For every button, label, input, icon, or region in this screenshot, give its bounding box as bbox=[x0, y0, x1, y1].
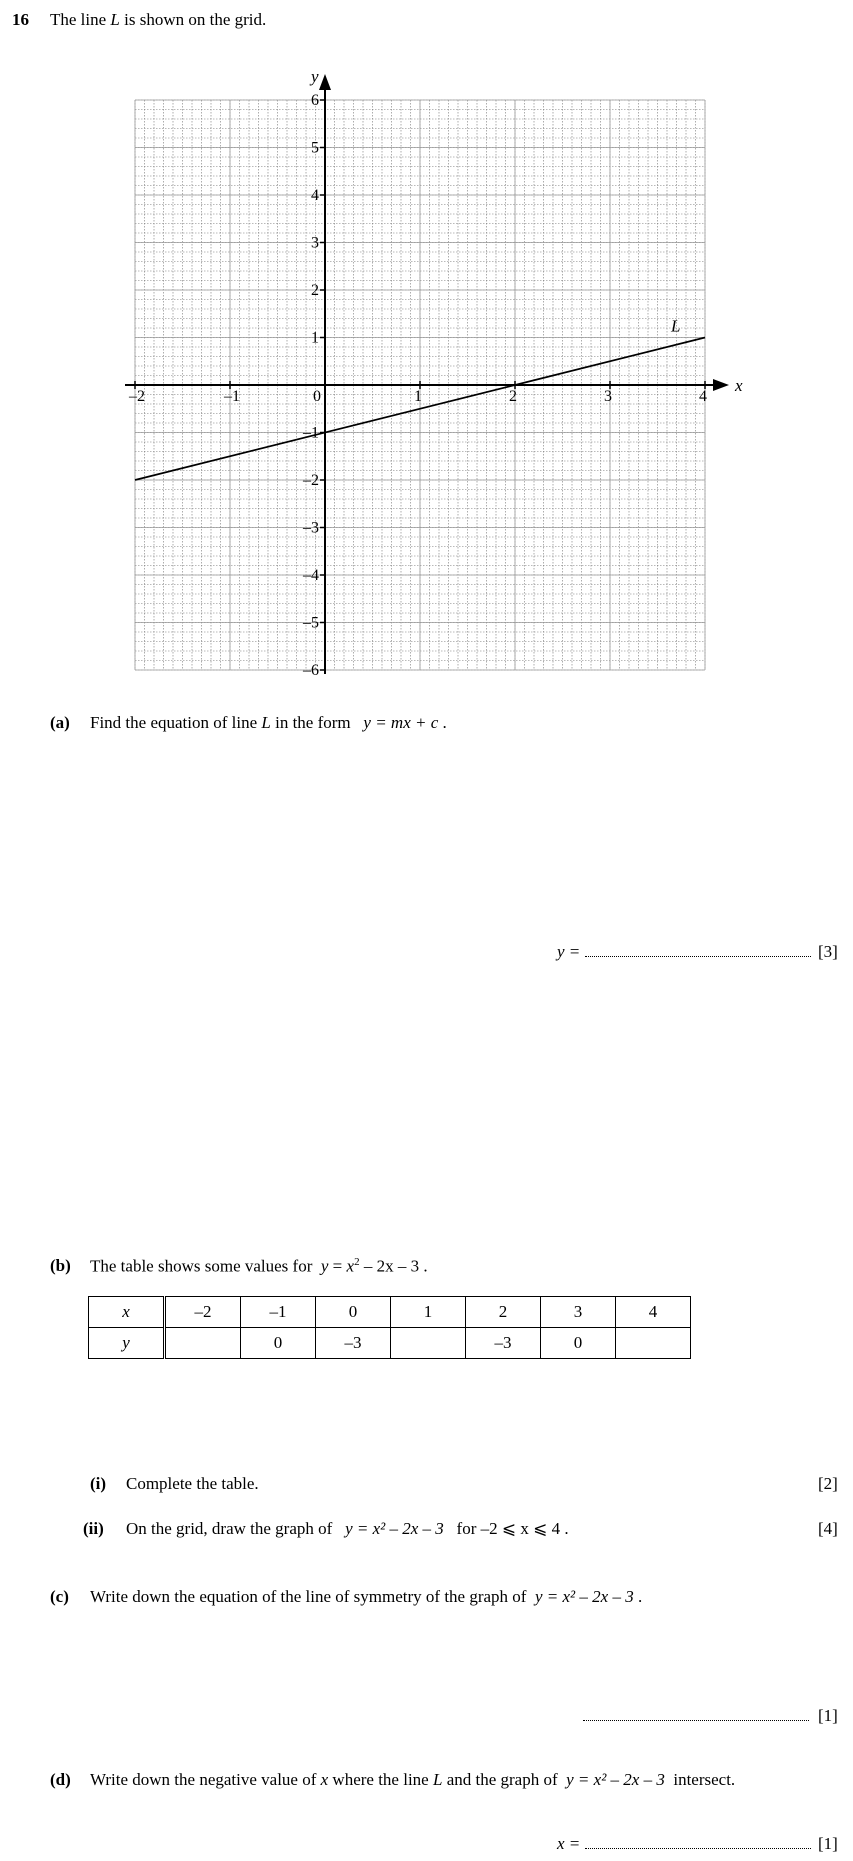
table-cell-x: 1 bbox=[391, 1297, 466, 1328]
part-b-formula-x: x bbox=[346, 1256, 355, 1276]
y-tick-label: –4 bbox=[303, 567, 319, 584]
part-d-answer-prefix: x = bbox=[557, 1834, 581, 1853]
y-axis-arrow bbox=[319, 74, 331, 90]
table-cell-x: 4 bbox=[616, 1297, 691, 1328]
part-d-var: x bbox=[320, 1770, 329, 1789]
part-d-marks: [1] bbox=[818, 1834, 838, 1853]
x-tick-label: –1 bbox=[224, 388, 240, 405]
x-tick-label: 4 bbox=[699, 388, 707, 405]
part-a-answer-prefix: y = bbox=[557, 942, 581, 961]
part-a-question bbox=[90, 713, 447, 733]
part-b-ii-text bbox=[126, 1519, 569, 1539]
part-a-formula: y = mx + c bbox=[363, 713, 439, 732]
y-tick-label: –3 bbox=[303, 519, 319, 537]
part-b-label: (b) bbox=[50, 1256, 71, 1275]
part-c-text: Write down the equation of the line of symmetry of the graph of bbox=[90, 1587, 531, 1606]
intro-text: The line bbox=[50, 10, 111, 29]
question-intro bbox=[50, 10, 266, 30]
y-tick-label: 6 bbox=[311, 92, 319, 109]
table-cell-y-empty[interactable] bbox=[616, 1328, 691, 1359]
part-b-formula-rest: – 2x – 3 bbox=[359, 1256, 420, 1276]
part-c-formula: y = x² – 2x – 3 bbox=[534, 1587, 634, 1606]
part-b-text-end: . bbox=[419, 1256, 428, 1276]
part-c-label: (c) bbox=[50, 1587, 69, 1606]
part-d-label: (d) bbox=[50, 1770, 71, 1789]
part-b-i-label: (i) bbox=[90, 1474, 107, 1493]
part-b-formula-y: y bbox=[320, 1256, 329, 1276]
table-cell-x: 0 bbox=[316, 1297, 391, 1328]
part-d-question bbox=[90, 1770, 735, 1790]
y-tick-label: 2 bbox=[311, 282, 319, 299]
part-b-ii-range: for –2 ⩽ x ⩽ 4 . bbox=[456, 1519, 569, 1538]
x-tick-label: 3 bbox=[604, 388, 612, 405]
part-d-text-end: intersect. bbox=[673, 1770, 736, 1789]
y-tick-label: –1 bbox=[303, 424, 319, 442]
part-b-i-text: Complete the table. bbox=[126, 1474, 259, 1493]
intro-text-end: is shown on the grid. bbox=[119, 10, 267, 29]
x-tick-label: –2 bbox=[129, 388, 145, 405]
part-c-text-end: . bbox=[633, 1587, 643, 1606]
table-x-header: x bbox=[89, 1297, 165, 1328]
part-b-ii-label: (ii) bbox=[83, 1519, 104, 1538]
part-a-label: (a) bbox=[50, 713, 70, 732]
part-b-ii-formula: y = x² – 2x – 3 bbox=[345, 1519, 444, 1538]
x-tick-label: 0 bbox=[313, 388, 321, 405]
part-b-i-marks: [2] bbox=[818, 1474, 838, 1493]
part-d-text-mid: where the line bbox=[328, 1770, 433, 1789]
question-number: 16 bbox=[12, 10, 29, 29]
part-a-text: Find the equation of line bbox=[90, 713, 262, 732]
x-axis-arrow bbox=[713, 379, 729, 391]
part-b-text: The table shows some values for bbox=[90, 1256, 317, 1276]
part-b-ii-text-pre: On the grid, draw the graph of bbox=[126, 1519, 337, 1538]
y-tick-label: 5 bbox=[311, 139, 319, 157]
x-tick-label: 2 bbox=[509, 388, 517, 405]
part-a-var: L bbox=[261, 713, 271, 732]
part-a-text-end: . bbox=[438, 713, 447, 732]
part-d-answer-line[interactable] bbox=[557, 1834, 811, 1854]
y-tick-label: 4 bbox=[311, 187, 319, 204]
y-tick-label: 1 bbox=[311, 329, 319, 347]
table-cell-x: 3 bbox=[541, 1297, 616, 1328]
part-d-text-mid2: and the graph of bbox=[442, 1770, 562, 1789]
table-cell-y: 0 bbox=[541, 1328, 616, 1359]
table-cell-y: –3 bbox=[316, 1328, 391, 1359]
coordinate-grid-chart[interactable] bbox=[120, 52, 760, 688]
y-tick-label: 3 bbox=[311, 234, 319, 252]
y-axis-label: y bbox=[311, 67, 319, 86]
table-cell-x: –2 bbox=[165, 1297, 241, 1328]
y-tick-label: –2 bbox=[303, 472, 319, 489]
table-y-header: y bbox=[89, 1328, 165, 1359]
table-cell-x: –1 bbox=[241, 1297, 316, 1328]
part-b-formula-eq: = bbox=[328, 1256, 347, 1276]
x-tick-label: 1 bbox=[414, 388, 422, 405]
table-cell-x: 2 bbox=[466, 1297, 541, 1328]
part-d-answer-dots[interactable] bbox=[585, 1836, 811, 1849]
part-b-ii-marks: [4] bbox=[818, 1519, 838, 1538]
intro-var: L bbox=[110, 10, 120, 29]
part-a-text-mid: in the form bbox=[270, 713, 355, 732]
table-cell-y-empty[interactable] bbox=[165, 1328, 241, 1359]
part-b-formula-sup: 2 bbox=[354, 1256, 360, 1268]
x-axis-label: x bbox=[735, 376, 743, 395]
part-a-answer-line[interactable] bbox=[557, 942, 811, 962]
part-c-answer-line[interactable] bbox=[583, 1706, 809, 1726]
part-b-question bbox=[90, 1256, 428, 1277]
part-a-answer-dots[interactable] bbox=[585, 944, 811, 957]
values-table bbox=[88, 1296, 691, 1359]
part-d-var2: L bbox=[432, 1770, 443, 1789]
table-cell-y: –3 bbox=[466, 1328, 541, 1359]
part-a-marks: [3] bbox=[818, 942, 838, 961]
y-tick-label: –5 bbox=[303, 614, 319, 632]
y-tick-label: –6 bbox=[303, 662, 319, 679]
part-c-answer-dots[interactable] bbox=[583, 1708, 809, 1721]
part-c-marks: [1] bbox=[818, 1706, 838, 1725]
series-label: L bbox=[671, 316, 681, 336]
table-cell-y-empty[interactable] bbox=[391, 1328, 466, 1359]
table-cell-y: 0 bbox=[241, 1328, 316, 1359]
table-row-x bbox=[89, 1297, 691, 1328]
part-d-formula: y = x² – 2x – 3 bbox=[566, 1770, 665, 1789]
part-d-text: Write down the negative value of bbox=[90, 1770, 321, 1789]
part-c-question bbox=[90, 1587, 642, 1607]
table-row-y bbox=[89, 1328, 691, 1359]
